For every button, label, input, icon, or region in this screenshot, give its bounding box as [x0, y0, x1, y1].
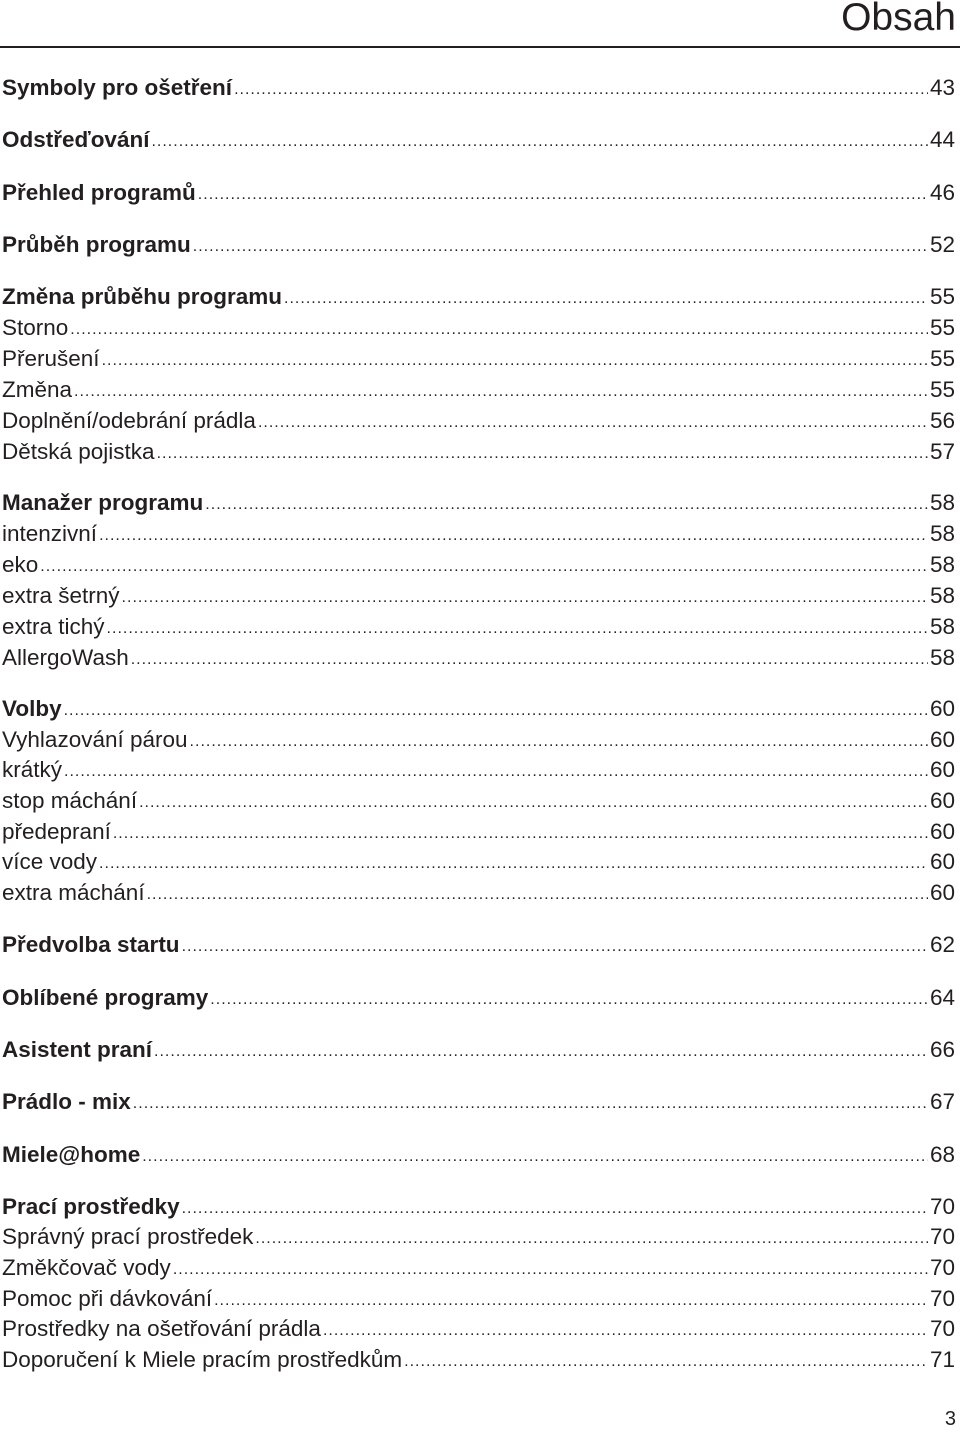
toc-page-number: 57	[929, 439, 955, 464]
toc-entry[interactable]	[2, 1254, 955, 1282]
toc-page-number: 62	[929, 932, 955, 957]
toc-page-number: 43	[929, 75, 955, 100]
toc-entry-label: Předvolba startu	[2, 932, 180, 957]
toc-dot-leader	[40, 553, 928, 581]
toc-dot-leader	[404, 1348, 928, 1376]
toc-page-number: 55	[929, 284, 955, 309]
toc-page-number: 71	[929, 1347, 955, 1372]
toc-entry[interactable]	[2, 345, 955, 373]
toc-page-number: 52	[929, 232, 955, 257]
toc-page-number: 58	[929, 583, 955, 608]
footer-page-number: 3	[944, 1408, 956, 1430]
toc-entry-label: Prádlo - mix	[2, 1089, 131, 1114]
toc-page-number: 55	[929, 346, 955, 371]
toc-entry[interactable]	[2, 818, 955, 846]
toc-entry-label: extra máchání	[2, 880, 145, 905]
toc-dot-leader	[173, 1256, 928, 1284]
toc-dot-leader	[64, 758, 928, 786]
toc-dot-leader	[255, 1225, 928, 1253]
toc-entry[interactable]	[2, 931, 955, 959]
toc-entry-label: stop máchání	[2, 788, 138, 813]
toc-dot-leader	[122, 584, 928, 612]
toc-dot-leader	[258, 409, 928, 437]
toc-page-number: 58	[929, 614, 955, 639]
toc-page-number: 58	[929, 521, 955, 546]
toc-entry[interactable]	[2, 438, 955, 466]
toc-page-number: 70	[929, 1286, 955, 1311]
toc-entry[interactable]	[2, 551, 955, 579]
toc-page-number: 58	[929, 490, 955, 515]
toc-page-number: 70	[929, 1316, 955, 1341]
toc-page-number: 60	[929, 727, 955, 752]
toc-dot-leader	[205, 491, 928, 519]
toc-entry[interactable]	[2, 1223, 955, 1251]
toc-entry[interactable]	[2, 879, 955, 907]
toc-page-number: 70	[929, 1194, 955, 1219]
toc-page-number: 60	[929, 880, 955, 905]
toc-entry-label: Prací prostředky	[2, 1194, 180, 1219]
toc-page-number: 60	[929, 849, 955, 874]
toc-entry[interactable]	[2, 126, 955, 154]
toc-dot-leader	[190, 728, 928, 756]
toc-entry[interactable]	[2, 376, 955, 404]
toc-entry-label: Změkčovač vody	[2, 1255, 171, 1280]
toc-dot-leader	[193, 233, 928, 261]
toc-dot-leader	[323, 1317, 928, 1345]
toc-entry-label: Doplnění/odebrání prádla	[2, 408, 256, 433]
toc-entry-label: Doporučení k Miele pracím prostředkům	[2, 1347, 403, 1372]
toc-entry[interactable]	[2, 520, 955, 548]
toc-entry[interactable]	[2, 74, 955, 102]
toc-entry[interactable]	[2, 1193, 955, 1221]
toc-entry[interactable]	[2, 848, 955, 876]
toc-entry-label: AllergoWash	[2, 645, 129, 670]
toc-entry-label: Volby	[2, 696, 62, 721]
toc-entry-label: více vody	[2, 849, 98, 874]
toc-entry[interactable]	[2, 1036, 955, 1064]
toc-entry[interactable]	[2, 1285, 955, 1313]
toc-entry-label: předepraní	[2, 819, 111, 844]
header-divider	[0, 46, 960, 48]
toc-page-number: 55	[929, 377, 955, 402]
toc-page-number: 64	[929, 985, 955, 1010]
toc-page-number: 70	[929, 1255, 955, 1280]
toc-dot-leader	[154, 1038, 928, 1066]
toc-dot-leader	[142, 1143, 928, 1171]
toc-dot-leader	[198, 181, 928, 209]
toc-entry[interactable]	[2, 613, 955, 641]
toc-entry-label: extra šetrný	[2, 583, 120, 608]
toc-entry-label: Dětská pojistka	[2, 439, 155, 464]
toc-dot-leader	[113, 820, 928, 848]
toc-page-number: 60	[929, 788, 955, 813]
toc-entry-label: Symboly pro ošetření	[2, 75, 233, 100]
toc-entry[interactable]	[2, 489, 955, 517]
toc-dot-leader	[99, 850, 928, 878]
toc-dot-leader	[99, 522, 928, 550]
toc-dot-leader	[284, 285, 928, 313]
toc-entry-label: Přehled programů	[2, 180, 196, 205]
toc-dot-leader	[210, 986, 928, 1014]
toc-entry-label: Změna	[2, 377, 73, 402]
toc-dot-leader	[131, 646, 928, 674]
toc-dot-leader	[182, 933, 928, 961]
toc-entry[interactable]	[2, 1315, 955, 1343]
toc-page-number: 56	[929, 408, 955, 433]
toc-entry-label: Odstřeďování	[2, 127, 150, 152]
toc-dot-leader	[157, 440, 928, 468]
toc-entry[interactable]	[2, 179, 955, 207]
toc-entry[interactable]	[2, 407, 955, 435]
toc-entry-label: Oblíbené programy	[2, 985, 209, 1010]
toc-dot-leader	[151, 128, 928, 156]
toc-entry-label: Pomoc při dávkování	[2, 1286, 213, 1311]
toc-page-number: 58	[929, 552, 955, 577]
toc-entry[interactable]	[2, 1141, 955, 1169]
toc-page-number: 60	[929, 757, 955, 782]
page-title: Obsah	[841, 0, 956, 39]
toc-entry[interactable]	[2, 1346, 955, 1374]
toc-entry-label: Prostředky na ošetřování prádla	[2, 1316, 321, 1341]
toc-page-number: 68	[929, 1142, 955, 1167]
toc-entry-label: Miele@home	[2, 1142, 141, 1167]
toc-entry[interactable]	[2, 644, 955, 672]
toc-page-number: 60	[929, 819, 955, 844]
toc-dot-leader	[64, 697, 928, 725]
toc-entry-label: krátký	[2, 757, 63, 782]
toc-dot-leader	[147, 881, 928, 909]
toc-dot-leader	[139, 789, 928, 817]
toc-page-number: 60	[929, 696, 955, 721]
toc-dot-leader	[107, 615, 928, 643]
toc-page-number: 44	[929, 127, 955, 152]
toc-dot-leader	[234, 76, 928, 104]
toc-dot-leader	[102, 347, 928, 375]
toc-entry-label: Správný prací prostředek	[2, 1224, 254, 1249]
toc-entry-label: Manažer programu	[2, 490, 204, 515]
toc-entry-label: eko	[2, 552, 39, 577]
toc-entry[interactable]	[2, 756, 955, 784]
toc-page-number: 67	[929, 1089, 955, 1114]
toc-entry[interactable]	[2, 582, 955, 610]
toc-dot-leader	[214, 1287, 928, 1315]
toc-entry[interactable]	[2, 984, 955, 1012]
toc-entry-label: Vyhlazování párou	[2, 727, 188, 752]
toc-entry-label: Asistent praní	[2, 1037, 153, 1062]
toc-entry[interactable]	[2, 314, 955, 342]
toc-entry-label: intenzivní	[2, 521, 98, 546]
toc-dot-leader	[74, 378, 928, 406]
toc-entry[interactable]	[2, 695, 955, 723]
toc-entry[interactable]	[2, 1088, 955, 1116]
toc-dot-leader	[133, 1090, 928, 1118]
toc-entry-label: Průběh programu	[2, 232, 191, 257]
toc-page-number: 55	[929, 315, 955, 340]
toc-entry[interactable]	[2, 726, 955, 754]
toc-page-number: 70	[929, 1224, 955, 1249]
toc-entry-label: Přerušení	[2, 346, 100, 371]
toc-entry-label: Storno	[2, 315, 69, 340]
toc-page-number: 58	[929, 645, 955, 670]
toc-dot-leader	[70, 316, 928, 344]
toc-entry-label: extra tichý	[2, 614, 105, 639]
toc-entry-label: Změna průběhu programu	[2, 284, 283, 309]
toc-entry[interactable]	[2, 231, 955, 259]
toc-entry[interactable]	[2, 283, 955, 311]
toc-page-number: 46	[929, 180, 955, 205]
toc-dot-leader	[182, 1195, 928, 1223]
toc-page-number: 66	[929, 1037, 955, 1062]
toc-entry[interactable]	[2, 787, 955, 815]
